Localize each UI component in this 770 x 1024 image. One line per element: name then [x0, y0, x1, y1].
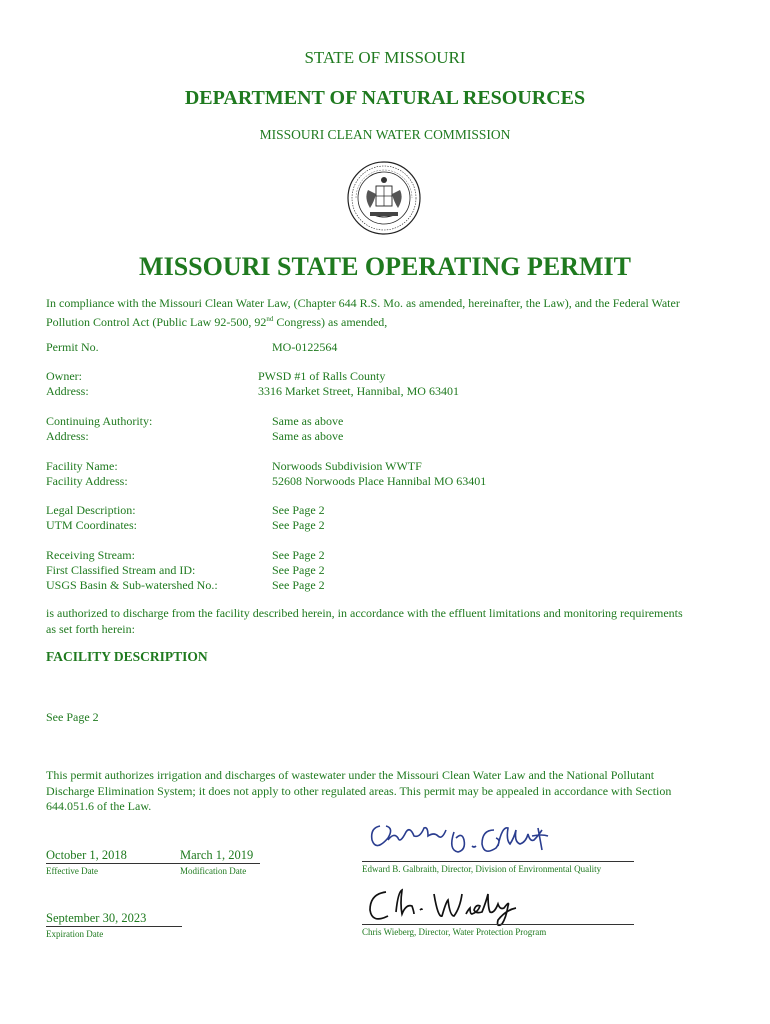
intro-paragraph	[46, 296, 726, 330]
effective-date-caption: Effective Date	[46, 866, 99, 876]
facility-address-value: 52608 Norwoods Place Hannibal MO 63401	[272, 474, 487, 488]
facility-name-label: Facility Name:	[46, 459, 118, 473]
closing-line-1: This permit authorizes irrigation and discharges of wastewater under the Missouri Clean Water Law and the National Pollutant	[46, 768, 655, 782]
first-classified-value: See Page 2	[272, 563, 325, 577]
state-heading: STATE OF MISSOURI	[304, 48, 466, 67]
signature-line-2	[362, 924, 634, 925]
continuing-address-value: Same as above	[272, 429, 344, 443]
facility-description-text: See Page 2	[46, 710, 99, 724]
continuing-address-label: Address:	[46, 429, 89, 443]
owner-address-value: 3316 Market Street, Hannibal, MO 63401	[258, 384, 459, 398]
department-heading: DEPARTMENT OF NATURAL RESOURCES	[184, 87, 586, 109]
intro-line-1: In compliance with the Missouri Clean Water Law, (Chapter 644 R.S. Mo. as amended, hereinafter, the Law), and the Federal Water	[46, 296, 680, 310]
modification-date: March 1, 2019	[176, 848, 260, 864]
receiving-stream-label: Receiving Stream:	[46, 548, 135, 562]
effective-date: October 1, 2018	[46, 848, 176, 864]
wieberg-signature-caption: Chris Wieberg, Director, Water Protection Program	[362, 927, 547, 937]
authorization-line-2: as set forth herein:	[46, 621, 135, 636]
commission-heading: MISSOURI CLEAN WATER COMMISSION	[259, 127, 511, 142]
continuing-authority-value: Same as above	[272, 414, 344, 428]
closing-paragraph	[46, 768, 726, 815]
modification-date-caption: Modification Date	[180, 866, 247, 876]
signature-line-1	[362, 861, 634, 862]
missouri-state-seal	[346, 160, 422, 236]
usgs-basin-label: USGS Basin & Sub-watershed No.:	[46, 578, 218, 592]
modification-date-block	[176, 848, 260, 876]
owner-address-label: Address:	[46, 384, 89, 398]
galbraith-signature	[362, 818, 582, 866]
permit-title: MISSOURI STATE OPERATING PERMIT	[139, 252, 631, 281]
utm-coordinates-value: See Page 2	[272, 518, 325, 532]
first-classified-label: First Classified Stream and ID:	[46, 563, 196, 577]
usgs-basin-value: See Page 2	[272, 578, 325, 592]
closing-line-2: Discharge Elimination System; it does not apply to other regulated areas. This permit may be appealed in accordance with Section	[46, 783, 672, 798]
closing-line-3: 644.051.6 of the Law.	[46, 799, 152, 813]
effective-date-block	[46, 848, 176, 876]
intro-line-2-b: Congress) as amended,	[273, 314, 388, 329]
owner-label: Owner:	[46, 369, 82, 383]
expiration-date-caption: Expiration Date	[46, 929, 104, 939]
galbraith-signature-caption: Edward B. Galbraith, Director, Division of Environmental Quality	[362, 864, 602, 874]
legal-description-value: See Page 2	[272, 503, 325, 517]
intro-line-2	[46, 312, 726, 331]
utm-coordinates-label: UTM Coordinates:	[46, 518, 137, 532]
intro-line-2-a: Pollution Control Act (Public Law 92-500, 92	[46, 314, 267, 329]
owner-value: PWSD #1 of Ralls County	[258, 369, 386, 383]
authorization-paragraph	[46, 606, 726, 637]
expiration-date-block	[46, 911, 182, 939]
facility-address-label: Facility Address:	[46, 474, 128, 488]
legal-description-label: Legal Description:	[46, 503, 136, 517]
intro-superscript: nd	[266, 314, 274, 323]
permit-no-value: MO-0122564	[272, 340, 338, 354]
expiration-date: September 30, 2023	[46, 911, 182, 927]
facility-name-value: Norwoods Subdivision WWTF	[272, 459, 422, 473]
permit-no-label: Permit No.	[46, 340, 99, 354]
facility-description-heading: FACILITY DESCRIPTION	[46, 649, 208, 664]
authorization-line-1: is authorized to discharge from the facility described herein, in accordance with the effluent limitations and monitoring requirements	[46, 606, 683, 620]
continuing-authority-label: Continuing Authority:	[46, 414, 153, 428]
receiving-stream-value: See Page 2	[272, 548, 325, 562]
